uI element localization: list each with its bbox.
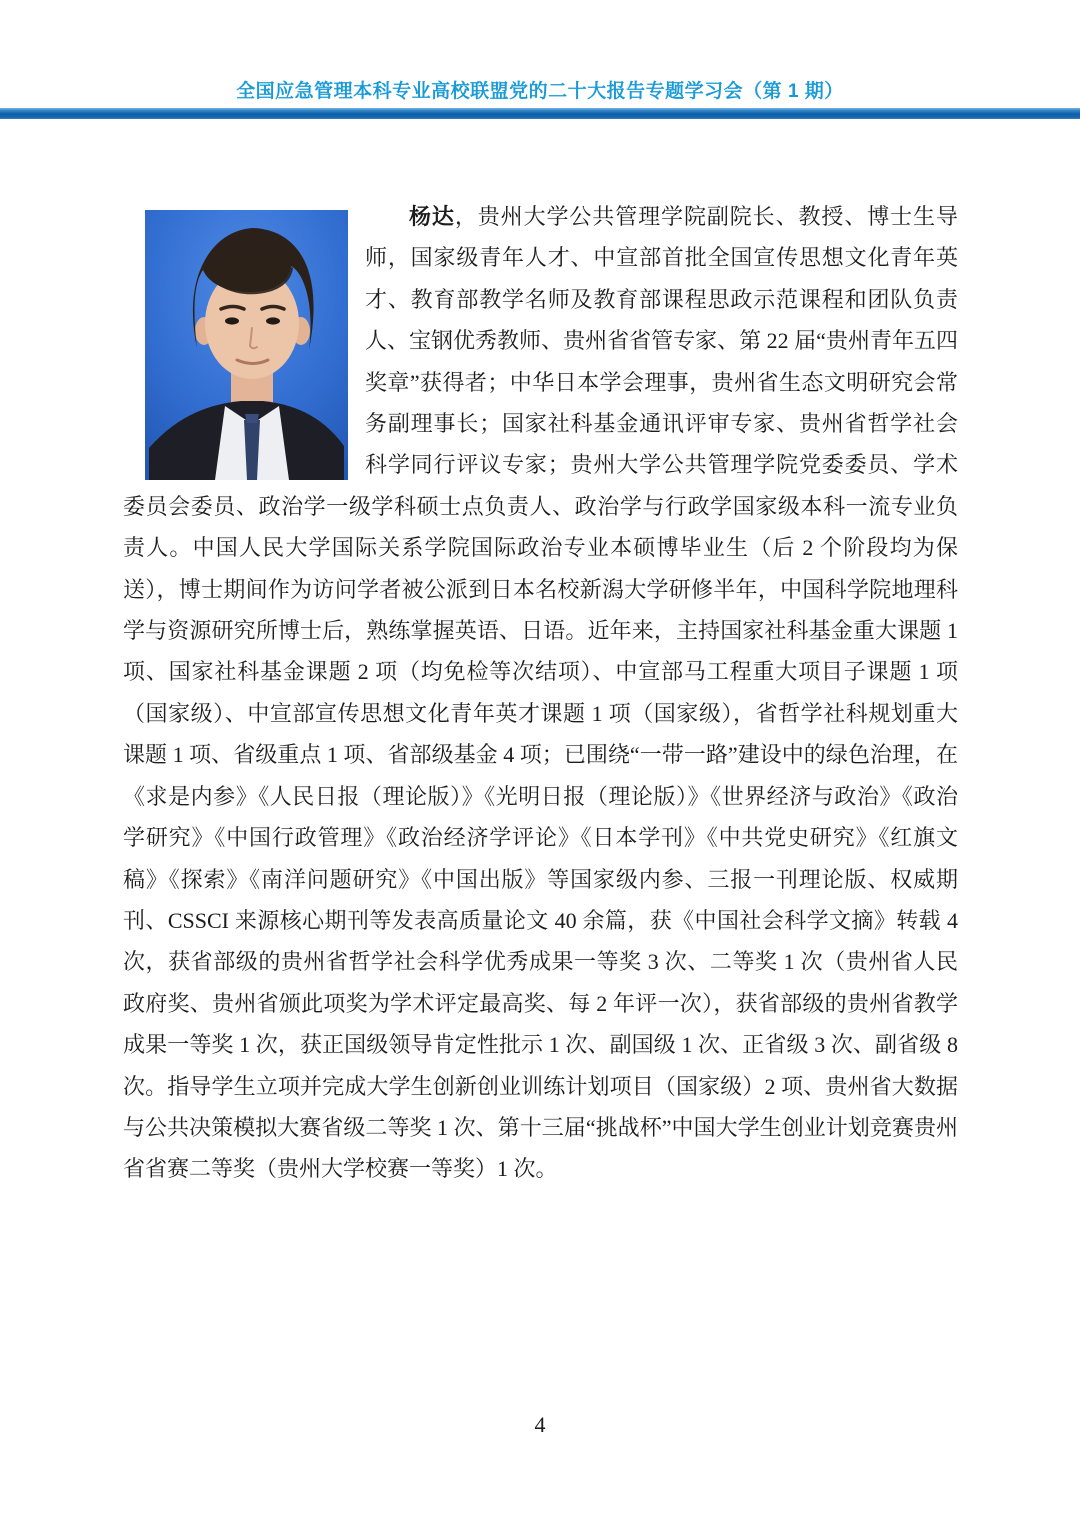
header-title: 全国应急管理本科专业高校联盟党的二十大报告专题学习会（第 1 期） bbox=[236, 81, 844, 102]
bio-paragraph bbox=[123, 196, 958, 1190]
bio-text: ，贵州大学公共管理学院副院长、教授、博士生导师，国家级青年人才、中宣部首批全国宣传思想文化青年英才、教育部教学名师及教育部课程思政示范课程和团队负责人、宝钢优秀教师、贵州省省管专家、第 22 届“贵州青年五四奖章”获得者；中华日本学会理事，贵州省生态文明研究会常务副理事长；国家社科基金通讯评审专家、贵州省哲学社会科学同行评议专家；贵州大学公共管理学院党委委员、学术委员会委员、政治学一级学科硕士点负责人、政治学与行政学国家级本科一流专业负责人。中国人民大学国际关系学院国际政治专业本硕博毕业生（后 2 个阶段均为保送），博士期间作为访问学者被公派到日本名校新潟大学研修半年，中国科学院地理科学与资源研究所博士后，熟练掌握英语、日语。近年来，主持国家社科基金重大课题 1 项、国家社科基金课题 2 项（均免检等次结项）、中宣部马工程重大项目子课题 1 项（国家级）、中宣部宣传思想文化青年英才课题 1 项（国家级），省哲学社科规划重大课题 1 项、省级重点 1 项、省部级基金 4 项；已围绕“一带一路”建设中的绿色治理，在《求是内参》《人民日报（理论版）》《光明日报（理论版）》《世界经济与政治》《政治学研究》《中国行政管理》《政治经济学评论》《日本学刊》《中共党史研究》《红旗文稿》《探索》《南洋问题研究》《中国出版》等国家级内参、三报一刊理论版、权威期刊、CSSCI 来源核心期刊等发表高质量论文 40 余篇，获《中国社会科学文摘》转载 4 次，获省部级的贵州省哲学社会科学优秀成果一等奖 3 次、二等奖 1 次（贵州省人民政府奖、贵州省颁此项奖为学术评定最高奖、每 2 年评一次），获省部级的贵州省教学成果一等奖 1 次，获正国级领导肯定性批示 1 次、副国级 1 次、正省级 3 次、副省级 8 次。指导学生立项并完成大学生创新创业训练计划项目（国家级）2 项、贵州省大数据与公共决策模拟大赛省级二等奖 1 次、第十三届“挑战杯”中国大学生创业计划竞赛贵州省省赛二等奖（贵州大学校赛一等奖）1 次。 bbox=[123, 204, 958, 1182]
document-body bbox=[123, 196, 958, 1190]
portrait-photo-graphic bbox=[145, 210, 348, 480]
header-divider-rule bbox=[0, 108, 1080, 119]
page-number: 4 bbox=[534, 1412, 546, 1437]
person-name: 杨达 bbox=[409, 204, 455, 229]
portrait-photo bbox=[145, 210, 348, 480]
page-header bbox=[0, 76, 1080, 103]
